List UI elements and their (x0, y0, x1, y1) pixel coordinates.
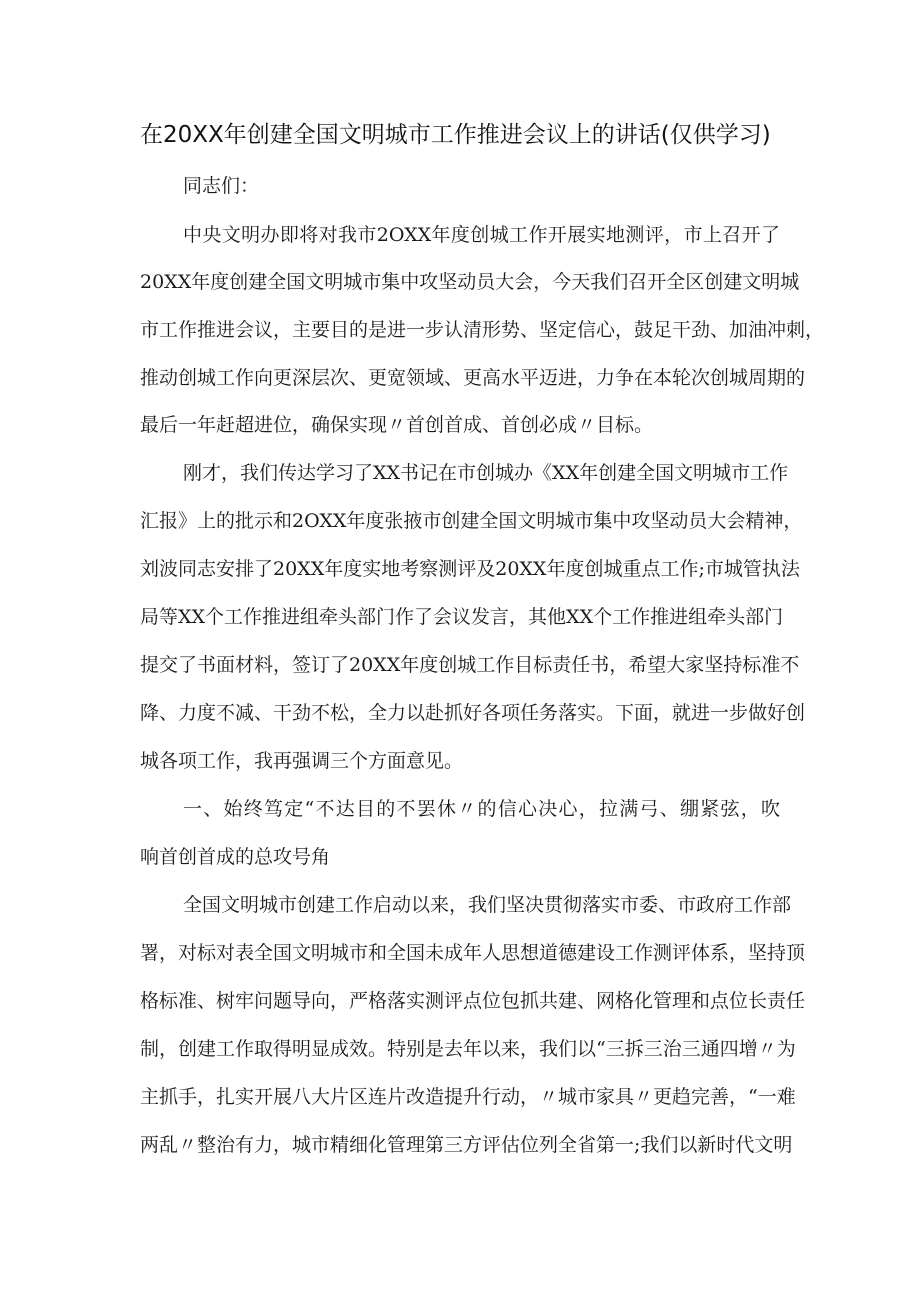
paragraph-2-line: 汇报》上的批示和2OXX年度张掖市创建全国文明城市集中攻坚动员大会精神， (140, 510, 803, 532)
paragraph-2-line: 城各项工作，我再强调三个方面意见。 (140, 750, 464, 772)
paragraph-1-line: 20XX年度创建全国文明城市集中攻坚动员大会，今天我们召开全区创建文明城 (140, 271, 800, 293)
paragraph-3-line: 格标准、树牢问题导向，严格落实测评点位包抓共建、网格化管理和点位长责任 (140, 990, 806, 1012)
paragraph-2-line: 刘波同志安排了20XX年度实地考察测评及20XX年度创城重点工作;市城管执法 (140, 558, 800, 580)
section-heading-line: 一、始终笃定“不达目的不罢休〃的信心决心，拉满弓、绷紧弦，吹 (183, 798, 780, 820)
paragraph-1-line: 市工作推进会议，主要目的是进一步认清形势、坚定信心，鼓足干劲、加油冲刺， (140, 319, 825, 341)
paragraph-1-line: 最后一年赶超进位，确保实现〃首创首成、首创必成〃目标。 (140, 414, 654, 436)
paragraph-2-line: 降、力度不减、干劲不松，全力以赴抓好各项任务落实。下面，就进一步做好创 (140, 702, 806, 724)
paragraph-3-line: 制，创建工作取得明显成效。特别是去年以来，我们以“三拆三治三通四增〃为 (140, 1038, 796, 1060)
paragraph-3-line: 主抓手，扎实开展八大片区连片改造提升行动，〃城市家具〃更趋完善，“一难 (140, 1086, 796, 1108)
paragraph-2-line: 局等XX个工作推进组牵头部门作了会议发言，其他XX个工作推进组牵头部门 (140, 606, 784, 628)
document-title: 在20XX年创建全国文明城市工作推进会议上的讲话(仅供学习) (140, 122, 771, 148)
paragraph-2-line: 刚才，我们传达学习了XX书记在市创城办《XX年创建全国文明城市工作 (183, 462, 789, 484)
paragraph-1-line: 中央文明办即将对我市2OXX年度创城工作开展实地测评，市上召开了 (183, 224, 780, 246)
paragraph-3-line: 署，对标对表全国文明城市和全国未成年人思想道德建设工作测评体系，坚持顶 (140, 942, 806, 964)
paragraph-3-line: 两乱〃整治有力，城市精细化管理第三方评估位列全省第一;我们以新时代文明 (140, 1134, 793, 1156)
paragraph-1-line: 推动创城工作向更深层次、更宽领域、更高水平迈进，力争在本轮次创城周期的 (140, 367, 806, 389)
salutation: 同志们： (183, 175, 260, 197)
section-heading-line: 响首创首成的总攻号角 (140, 846, 331, 868)
paragraph-3-line: 全国文明城市创建工作启动以来，我们坚决贯彻落实市委、市政府工作部 (183, 894, 792, 916)
paragraph-2-line: 提交了书面材料，签订了20XX年度创城工作目标责任书，希望大家坚持标准不 (140, 654, 800, 676)
